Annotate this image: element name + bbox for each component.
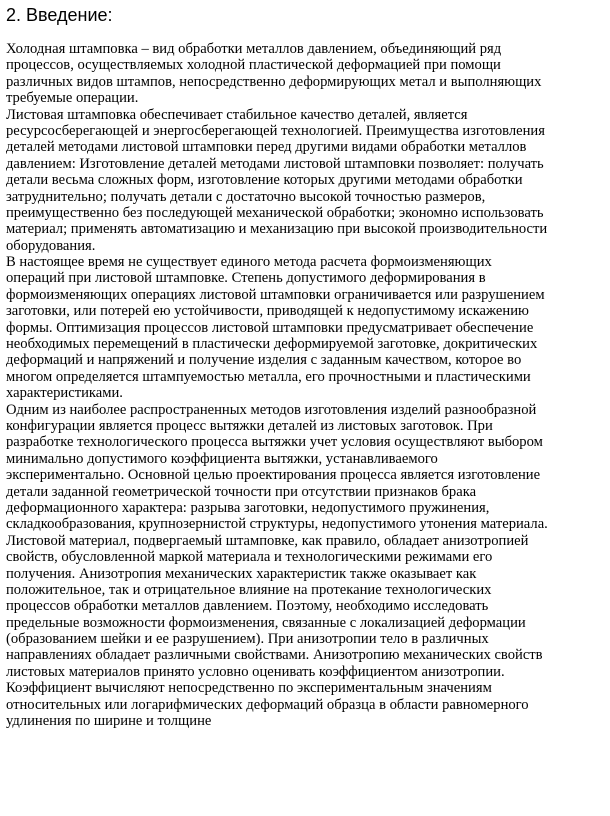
introduction-text xyxy=(6,41,606,729)
text-line: необходимых перемещений в пластически деформируемой заготовке, докритических xyxy=(6,336,538,353)
text-line: минимально допустимого коэффициента вытяжки, устанавливаемого xyxy=(6,450,438,467)
text-line: свойств, обусловленной маркой материала и технологическими режимами его xyxy=(6,549,493,566)
text-line: требуемые операции. xyxy=(6,90,139,107)
text-line: Холодная штамповка – вид обработки металлов давлением, объединяющий ряд xyxy=(6,41,502,57)
text-line: процессов, осуществляемых холодной пластической деформацией при помощи xyxy=(6,57,501,74)
text-line: различных видов штампов, непосредственно деформирующих метал и выполняющих xyxy=(6,73,542,90)
text-line: Одним из наиболее распространенных методов изготовления изделий разнообразной xyxy=(6,401,537,418)
text-line: разработке технологического процесса вытяжки учет условия осуществляют выбором xyxy=(6,434,543,451)
text-line: формоизменяющих операциях листовой штамповки ограничивается или разрушением xyxy=(6,286,545,303)
section-heading: 2. Введение: xyxy=(6,5,113,25)
text-line: детали весьма сложных форм, изготовление которых другими методами обработки xyxy=(6,172,523,189)
text-line: относительных или логарифмических деформаций образца в области равномерного xyxy=(6,696,529,713)
text-line: процессов обработки металлов давлением. Поэтому, необходимо исследовать xyxy=(6,598,489,615)
text-line: деформаций и напряжений и получение изделия с заданным качеством, которое во xyxy=(6,352,522,369)
text-line: направлениях обладает различными свойствами. Анизотропию механических свойств xyxy=(6,647,543,664)
text-line: экспериментально. Основной целью проектирования процесса является изготовление xyxy=(6,467,541,484)
text-line: характеристиками. xyxy=(6,385,123,402)
text-line: оборудования. xyxy=(6,237,96,254)
text-line: многом определяется штампуемостью металла, его прочностными и пластическими xyxy=(6,368,531,385)
text-line: удлинения по ширине и толщине xyxy=(6,713,212,730)
text-line: Листовая штамповка обеспечивает стабильное качество деталей, является xyxy=(6,106,468,123)
text-line: детали заданной геометрической точности при отсутствии признаков брака xyxy=(6,483,477,500)
text-line: ресурсосберегающей и энергосберегающей технологией. Преимущества изготовления xyxy=(6,122,545,139)
text-line: положительное, так и отрицательное влияние на протекание технологических xyxy=(6,581,492,598)
text-line: получения. Анизотропия механических характеристик также оказывает как xyxy=(6,565,477,582)
text-line: предельные возможности формоизменения, связанные с локализацией деформации xyxy=(6,614,526,631)
text-line: Коэффициент вычисляют непосредственно по экспериментальным значениям xyxy=(6,680,492,697)
text-line: затруднительно; получать детали с достаточно высокой точностью размеров, xyxy=(6,188,486,205)
text-line: Листовой материал, подвергаемый штамповке, как правило, обладает анизотропией xyxy=(6,532,529,549)
text-line: В настоящее время не существует единого метода расчета формоизменяющих xyxy=(6,254,492,271)
text-line: деформационного характера: разрыва заготовки, недопустимого пружинения, xyxy=(6,499,490,516)
text-line: преимущественно без последующей механической обработки; экономно использовать xyxy=(6,204,544,221)
text-line: (образованием шейки и ее разрушением). При анизотропии тело в различных xyxy=(6,631,489,648)
text-line: операций при листовой штамповке. Степень допустимого деформирования в xyxy=(6,270,486,287)
text-line: давлением: Изготовление деталей методами листовой штамповки позволяет: получать xyxy=(6,155,544,172)
text-line: конфигурации является процесс вытяжки деталей из листовых заготовок. При xyxy=(6,417,493,434)
text-line: листовых материалов принято условно оценивать коэффициентом анизотропии. xyxy=(6,663,505,680)
text-line: деталей методами листовой штамповки перед другими видами обработки металлов xyxy=(6,139,527,156)
text-line: материал; применять автоматизацию и механизацию при высокой производительности xyxy=(6,221,548,238)
text-line: формы. Оптимизация процессов листовой штамповки предусматривает обеспечение xyxy=(6,319,534,336)
text-line: складкообразования, крупнозернистой структуры, недопустимого утонения материала. xyxy=(6,516,548,533)
text-line: заготовки, или потерей ею устойчивости, приводящей к недопустимому искажению xyxy=(6,303,529,320)
